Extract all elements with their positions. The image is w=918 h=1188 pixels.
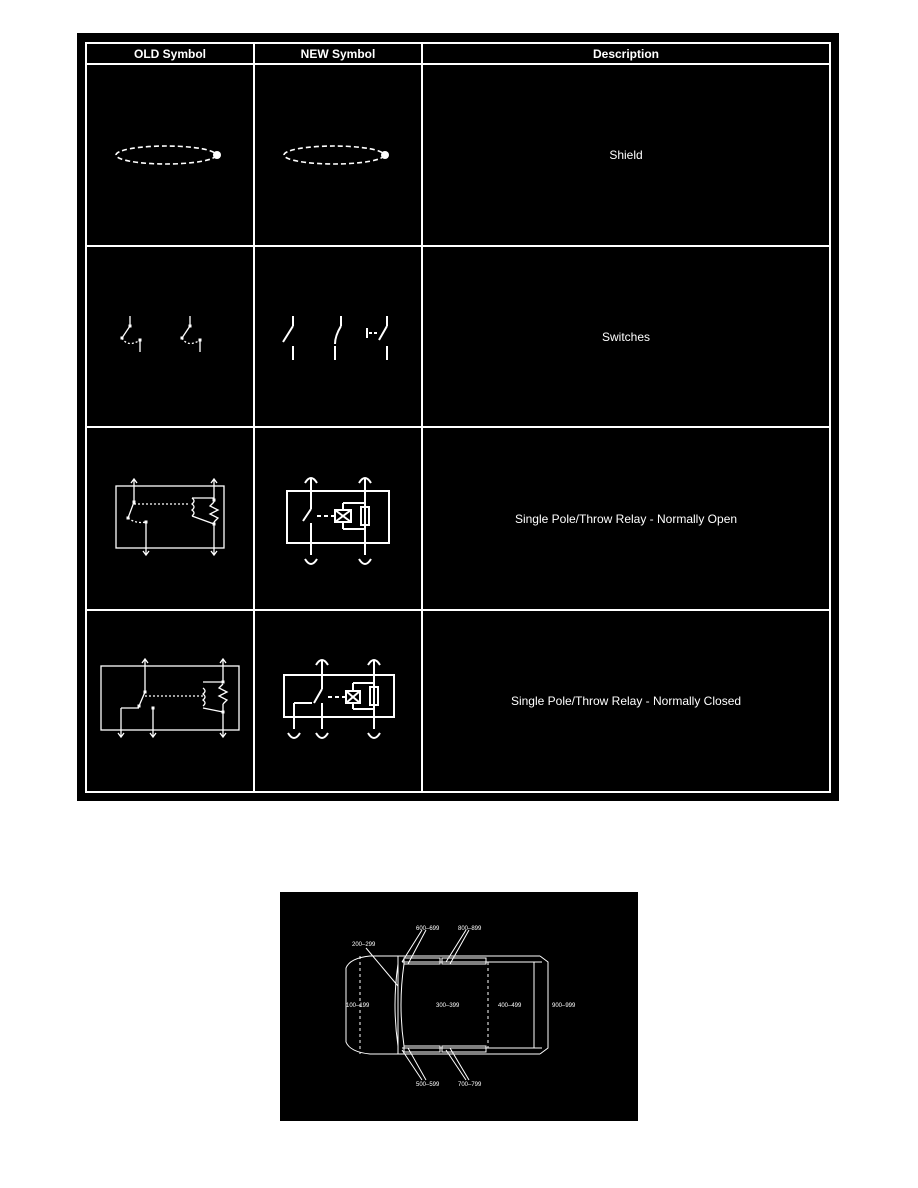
relay-no-old-icon: [86, 427, 254, 609]
relay-nc-old-icon: [86, 610, 254, 792]
zone-label-tail: 900–999: [552, 1003, 576, 1009]
description-cell: [422, 64, 830, 246]
zone-label-left-rear-door: 700–799: [458, 1082, 482, 1088]
zone-label-dash: 200–299: [352, 942, 376, 948]
zone-label-right-rear-door: 800–899: [458, 926, 482, 932]
relay-no-new-icon: [254, 427, 422, 609]
header-new-symbol: NEW Symbol: [254, 43, 422, 64]
description-relay-nc: Single Pole/Throw Relay - Normally Closed: [510, 693, 742, 708]
description-cell: [422, 427, 830, 609]
header-description: Description: [422, 43, 830, 64]
relay-nc-new-icon: [254, 610, 422, 792]
vehicle-outline-svg: [280, 892, 638, 1121]
table-row: [86, 64, 830, 246]
zone-label-rear: 400–499: [498, 1003, 522, 1009]
switch-old-icon: [86, 246, 254, 427]
description-switches: Switches: [601, 329, 651, 344]
switch-new-icon: [254, 246, 422, 427]
vehicle-zone-diagram: [280, 892, 638, 1121]
header-old-symbol: OLD Symbol: [86, 43, 254, 64]
table-row: [86, 427, 830, 609]
table-row: [86, 246, 830, 427]
zone-label-front: 100–199: [346, 1003, 370, 1009]
description-cell: [422, 246, 830, 427]
shield-new-icon: [254, 64, 422, 246]
zone-label-right-front-door: 600–699: [416, 926, 440, 932]
description-shield: Shield: [609, 148, 643, 163]
zone-label-middle: 300–399: [436, 1003, 460, 1009]
description-relay-no: Single Pole/Throw Relay - Normally Open: [514, 511, 738, 526]
table-header-row: [86, 43, 830, 64]
zone-label-left-front-door: 500–599: [416, 1082, 440, 1088]
symbol-table: [85, 42, 831, 793]
table-row: [86, 610, 830, 792]
shield-old-icon: [86, 64, 254, 246]
description-cell: [422, 610, 830, 792]
symbol-table-panel: [77, 33, 839, 801]
